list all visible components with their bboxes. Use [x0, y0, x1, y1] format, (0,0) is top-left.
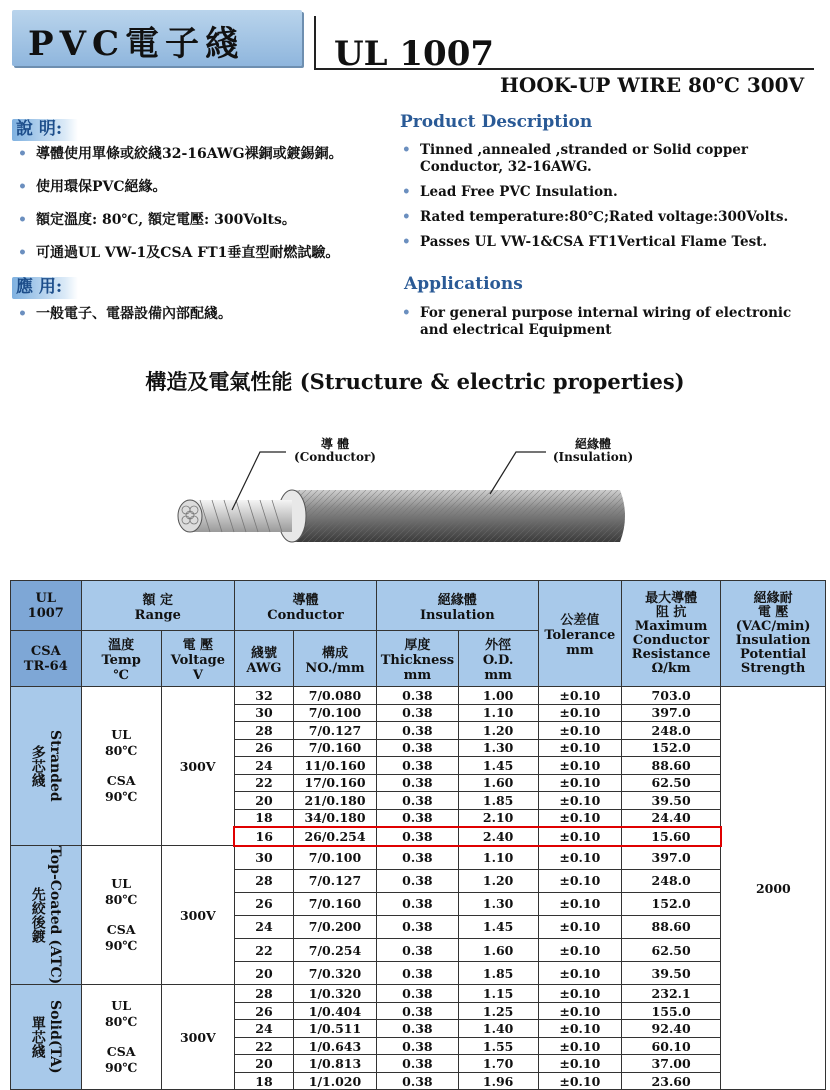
construction-cell: 21/0.180: [293, 792, 376, 810]
construction-cell: 11/0.160: [293, 757, 376, 775]
header-od-en: O.D.: [482, 653, 514, 668]
csa-header: [11, 631, 82, 687]
temp-value: CSA: [106, 773, 136, 788]
list-item: • For general purpose internal wiring of electronic and electrical Equipment: [398, 305, 798, 339]
ul-number: UL 1007: [334, 34, 495, 74]
resistance-cell: 39.50: [622, 962, 721, 985]
awg-cell: 28: [234, 985, 293, 1003]
resistance-cell: 62.50: [622, 774, 721, 792]
header-tol-unit: mm: [566, 643, 594, 658]
temp-value: 90℃: [104, 938, 138, 954]
awg-cell: 30: [234, 846, 293, 870]
insulation-strength-value: 2000: [721, 687, 826, 1090]
list-item: • Lead Free PVC Insulation.: [398, 184, 818, 201]
resistance-cell: 92.40: [622, 1020, 721, 1038]
thickness-cell: 0.38: [377, 722, 459, 740]
header-tr64: TR-64: [23, 658, 68, 674]
description-cn-section: [12, 114, 78, 139]
od-cell: 1.20: [458, 869, 538, 892]
header-range-cn: 額 定: [142, 592, 174, 608]
resistance-cell: 397.0: [622, 846, 721, 870]
header-od-cn: 外徑: [485, 638, 512, 653]
page-title: PVC電子綫: [28, 24, 246, 64]
insulation-label-en: (Insulation): [552, 450, 634, 464]
od-cell: 1.60: [458, 774, 538, 792]
list-item: • 可通過UL VW-1及CSA FT1垂直型耐燃試驗。: [14, 245, 394, 262]
list-item: • Rated temperature:80℃;Rated voltage:300Volts.: [398, 209, 818, 226]
od-cell: 2.40: [458, 827, 538, 846]
construction-cell: 1/0.813: [293, 1055, 376, 1073]
insulation-pointer: [490, 452, 546, 494]
resistance-cell: 15.60: [622, 827, 721, 846]
awg-cell: 16: [234, 827, 293, 846]
construction-cell: 1/0.404: [293, 1002, 376, 1020]
tolerance-cell: ±0.10: [538, 892, 621, 915]
construction-cell: 7/0.100: [293, 846, 376, 870]
conductor-header: [234, 581, 376, 631]
tolerance-cell: ±0.10: [538, 846, 621, 870]
header-awg-cn: 綫號: [250, 645, 277, 661]
thickness-cell: 0.38: [377, 827, 459, 846]
tolerance-cell: ±0.10: [538, 774, 621, 792]
tolerance-cell: ±0.10: [538, 757, 621, 775]
awg-cell: 20: [234, 792, 293, 810]
thickness-cell: 0.38: [377, 739, 459, 757]
construction-cell: 1/1.020: [293, 1072, 376, 1090]
thickness-header: [377, 631, 459, 687]
insulation-header: [377, 581, 539, 631]
resistance-cell: 24.40: [622, 809, 721, 827]
header-temp-unit: ℃: [113, 668, 129, 683]
od-cell: 1.85: [458, 962, 538, 985]
insulation-label: [548, 438, 638, 464]
construction-cell: 1/0.320: [293, 985, 376, 1003]
temp-value: UL: [111, 998, 131, 1014]
awg-cell: 24: [234, 757, 293, 775]
resistance-cell: 155.0: [622, 1002, 721, 1020]
temp-value: UL: [111, 727, 131, 742]
tolerance-cell: ±0.10: [538, 869, 621, 892]
awg-cell: 22: [234, 1037, 293, 1055]
od-cell: 1.60: [458, 939, 538, 962]
thickness-cell: 0.38: [377, 792, 459, 810]
resistance-cell: 248.0: [622, 869, 721, 892]
insulation-label-cn: 絕緣體: [574, 437, 611, 451]
thickness-cell: 0.38: [377, 1055, 459, 1073]
group-label: [11, 985, 82, 1090]
description-cn-label: 說 明:: [12, 119, 78, 141]
awg-cell: 24: [234, 1020, 293, 1038]
temp-value: 80℃: [104, 743, 138, 758]
construction-cell: 7/0.160: [293, 739, 376, 757]
table-row: [11, 846, 826, 870]
tolerance-cell: ±0.10: [538, 1072, 621, 1090]
resistance-cell: 37.00: [622, 1055, 721, 1073]
od-cell: 1.40: [458, 1020, 538, 1038]
awg-cell: 24: [234, 915, 293, 938]
temp-value: 80℃: [104, 1014, 138, 1030]
tolerance-cell: ±0.10: [538, 722, 621, 740]
group-label-en: Solid(TA): [46, 1000, 63, 1075]
header-str-en1: (VAC/min): [735, 618, 811, 634]
thickness-cell: 0.38: [377, 1072, 459, 1090]
resistance-cell: 397.0: [622, 704, 721, 722]
tolerance-cell: ±0.10: [538, 792, 621, 810]
resistance-header: [622, 581, 721, 687]
thickness-cell: 0.38: [377, 915, 459, 938]
construction-cell: 7/0.127: [293, 722, 376, 740]
temp-value: 90℃: [104, 1060, 138, 1076]
header-thick-unit: mm: [403, 668, 432, 683]
ul-header: [11, 581, 82, 631]
group-voltage: 300V: [161, 985, 234, 1090]
conductor-end: [178, 500, 202, 532]
construction-cell: 17/0.160: [293, 774, 376, 792]
header-csa: CSA: [30, 643, 61, 659]
resistance-cell: 62.50: [622, 939, 721, 962]
header-res-en1: Maximum: [634, 618, 708, 634]
structure-title: 構造及電氣性能 (Structure & electric properties): [145, 369, 685, 394]
resistance-cell: 88.60: [622, 915, 721, 938]
group-temperature: [81, 985, 161, 1090]
voltage-header: [161, 631, 234, 687]
header-tol-en: Tolerance: [544, 628, 616, 643]
construction-cell: 7/0.127: [293, 869, 376, 892]
od-cell: 1.25: [458, 1002, 538, 1020]
construction-cell: 7/0.200: [293, 915, 376, 938]
range-header: [81, 581, 234, 631]
group-label: [11, 846, 82, 985]
awg-header: [234, 631, 293, 687]
od-cell: 1.45: [458, 757, 538, 775]
tolerance-cell: ±0.10: [538, 962, 621, 985]
conductor-label-cn: 導 體: [320, 437, 350, 451]
header-temp-cn: 溫度: [108, 638, 135, 653]
od-cell: 2.10: [458, 809, 538, 827]
tolerance-cell: ±0.10: [538, 939, 621, 962]
applications-cn-section: [12, 272, 78, 297]
od-cell: 1.20: [458, 722, 538, 740]
resistance-cell: 39.50: [622, 792, 721, 810]
resistance-cell: 23.60: [622, 1072, 721, 1090]
header-ins-en: Insulation: [419, 607, 495, 623]
header-ul: UL: [35, 590, 56, 606]
header-str-en2: Insulation: [735, 632, 811, 648]
header-str-cn1: 絕緣耐: [753, 590, 793, 606]
tolerance-cell: ±0.10: [538, 809, 621, 827]
applications-en-label: Applications: [404, 274, 523, 294]
construction-cell: 7/0.160: [293, 892, 376, 915]
construction-cell: 1/0.511: [293, 1020, 376, 1038]
strength-header: [721, 581, 826, 687]
spacer: [82, 1030, 161, 1044]
spec-table: [10, 580, 826, 1090]
construction-cell: 1/0.643: [293, 1037, 376, 1055]
header-res-unit: Ω/km: [651, 660, 691, 676]
temp-value: 80℃: [104, 892, 138, 908]
tolerance-cell: ±0.10: [538, 827, 621, 846]
list-item: • 導體使用單條或絞綫32-16AWG裸銅或鍍錫銅。: [14, 146, 394, 163]
thickness-cell: 0.38: [377, 985, 459, 1003]
title-divider: [314, 16, 316, 68]
tolerance-cell: ±0.10: [538, 687, 621, 705]
resistance-cell: 88.60: [622, 757, 721, 775]
header-str-en4: Strength: [740, 660, 806, 676]
thickness-cell: 0.38: [377, 869, 459, 892]
thickness-cell: 0.38: [377, 962, 459, 985]
header-cond-en: Conductor: [267, 607, 344, 623]
awg-cell: 22: [234, 939, 293, 962]
od-cell: 1.85: [458, 792, 538, 810]
group-voltage: 300V: [161, 687, 234, 846]
temp-header: [81, 631, 161, 687]
header-no-cn: 構成: [321, 645, 348, 661]
construction-cell: 7/0.320: [293, 962, 376, 985]
resistance-cell: 152.0: [622, 892, 721, 915]
awg-cell: 26: [234, 892, 293, 915]
list-item: • 額定溫度: 80℃, 額定電壓: 300Volts。: [14, 212, 394, 229]
applications-cn-label: 應 用:: [12, 277, 78, 299]
resistance-cell: 152.0: [622, 739, 721, 757]
header-temp-en: Temp: [101, 653, 141, 668]
awg-cell: 22: [234, 774, 293, 792]
resistance-cell: 60.10: [622, 1037, 721, 1055]
od-cell: 1.30: [458, 892, 538, 915]
group-voltage: 300V: [161, 846, 234, 985]
construction-cell: 34/0.180: [293, 809, 376, 827]
temp-value: CSA: [106, 922, 136, 938]
description-en-label: Product Description: [400, 112, 593, 132]
spacer: [82, 908, 161, 922]
header-ins-cn: 絕緣體: [437, 592, 477, 608]
od-cell: 1.10: [458, 846, 538, 870]
header-od-unit: mm: [484, 668, 512, 683]
header-res-cn1: 最大導體: [645, 590, 698, 606]
header-awg-en: AWG: [246, 660, 282, 676]
construction-cell: 7/0.080: [293, 687, 376, 705]
tolerance-cell: ±0.10: [538, 915, 621, 938]
header-range-en: Range: [134, 607, 181, 623]
header-volt-en: Voltage: [170, 653, 226, 668]
group-temperature: [81, 846, 161, 985]
od-cell: 1.96: [458, 1072, 538, 1090]
tolerance-header: [538, 581, 621, 687]
construction-cell: 7/0.100: [293, 704, 376, 722]
group-label: [11, 687, 82, 846]
awg-cell: 18: [234, 1072, 293, 1090]
table-row: [11, 985, 826, 1003]
thickness-cell: 0.38: [377, 846, 459, 870]
header-res-cn2: 阻 抗: [655, 604, 687, 620]
od-cell: 1.10: [458, 704, 538, 722]
conductor-label-en: (Conductor): [294, 450, 376, 464]
od-cell: 1.45: [458, 915, 538, 938]
thickness-cell: 0.38: [377, 892, 459, 915]
tolerance-cell: ±0.10: [538, 1037, 621, 1055]
resistance-cell: 703.0: [622, 687, 721, 705]
od-header: [458, 631, 538, 687]
spacer: [82, 759, 161, 773]
header-str-cn2: 電 壓: [757, 604, 789, 620]
resistance-cell: 232.1: [622, 985, 721, 1003]
tolerance-cell: ±0.10: [538, 739, 621, 757]
header-no-en: NO./mm: [305, 660, 365, 676]
thickness-cell: 0.38: [377, 774, 459, 792]
awg-cell: 18: [234, 809, 293, 827]
od-cell: 1.30: [458, 739, 538, 757]
thickness-cell: 0.38: [377, 1020, 459, 1038]
temp-value: CSA: [106, 1044, 136, 1060]
thickness-cell: 0.38: [377, 809, 459, 827]
tolerance-cell: ±0.10: [538, 1002, 621, 1020]
description-en-list: [398, 142, 818, 259]
awg-cell: 20: [234, 962, 293, 985]
awg-cell: 20: [234, 1055, 293, 1073]
header-res-en3: Resistance: [631, 646, 711, 662]
list-item: • Passes UL VW-1&CSA FT1Vertical Flame Test.: [398, 234, 818, 251]
construction-cell: 7/0.254: [293, 939, 376, 962]
header-1007: 1007: [27, 605, 64, 621]
resistance-cell: 248.0: [622, 722, 721, 740]
group-label-en: Top-Coated (ATC): [46, 846, 63, 985]
header-volt-cn: 電 壓: [182, 638, 214, 653]
header-tol-cn: 公差值: [560, 613, 600, 628]
thickness-cell: 0.38: [377, 704, 459, 722]
awg-cell: 28: [234, 869, 293, 892]
table-row: [11, 687, 826, 705]
list-item: • 使用環保PVC絕緣。: [14, 179, 394, 196]
group-label-en: Stranded: [46, 730, 63, 802]
group-label-cn: 先絞後鍍: [29, 887, 46, 944]
conductor-label: [290, 438, 380, 464]
awg-cell: 32: [234, 687, 293, 705]
od-cell: 1.00: [458, 687, 538, 705]
tolerance-cell: ±0.10: [538, 1055, 621, 1073]
awg-cell: 26: [234, 1002, 293, 1020]
thickness-cell: 0.38: [377, 1037, 459, 1055]
awg-cell: 26: [234, 739, 293, 757]
group-label-cn: 單芯綫: [29, 1016, 46, 1059]
spec-table-body: [11, 687, 826, 1090]
thickness-cell: 0.38: [377, 1002, 459, 1020]
header-thick-en: Thickness: [380, 653, 455, 668]
header-thick-cn: 厚度: [404, 638, 431, 653]
header-volt-unit: V: [192, 668, 203, 683]
thickness-cell: 0.38: [377, 757, 459, 775]
awg-cell: 30: [234, 704, 293, 722]
od-cell: 1.70: [458, 1055, 538, 1073]
list-item: • 一般電子、電器設備內部配綫。: [14, 306, 394, 323]
list-item: • Tinned ,annealed ,stranded or Solid copper Conductor, 32-16AWG.: [398, 142, 818, 176]
group-temperature: [81, 687, 161, 846]
tolerance-cell: ±0.10: [538, 985, 621, 1003]
temp-value: 90℃: [104, 789, 138, 804]
construction-header: [293, 631, 376, 687]
awg-cell: 28: [234, 722, 293, 740]
tolerance-cell: ±0.10: [538, 704, 621, 722]
group-label-cn: 多芯綫: [29, 744, 46, 787]
od-cell: 1.15: [458, 985, 538, 1003]
od-cell: 1.55: [458, 1037, 538, 1055]
header-str-en3: Potential: [740, 646, 807, 662]
header-cond-cn: 導體: [292, 592, 319, 608]
thickness-cell: 0.38: [377, 687, 459, 705]
subtitle: HOOK-UP WIRE 80℃ 300V: [500, 73, 805, 97]
construction-cell: 26/0.254: [293, 827, 376, 846]
title-rule: [314, 68, 814, 70]
thickness-cell: 0.38: [377, 939, 459, 962]
applications-en-list: [398, 305, 798, 347]
tolerance-cell: ±0.10: [538, 1020, 621, 1038]
header-res-en2: Conductor: [632, 632, 710, 648]
description-cn-list: [14, 146, 394, 270]
applications-cn-list: [14, 306, 394, 331]
temp-value: UL: [111, 876, 131, 892]
